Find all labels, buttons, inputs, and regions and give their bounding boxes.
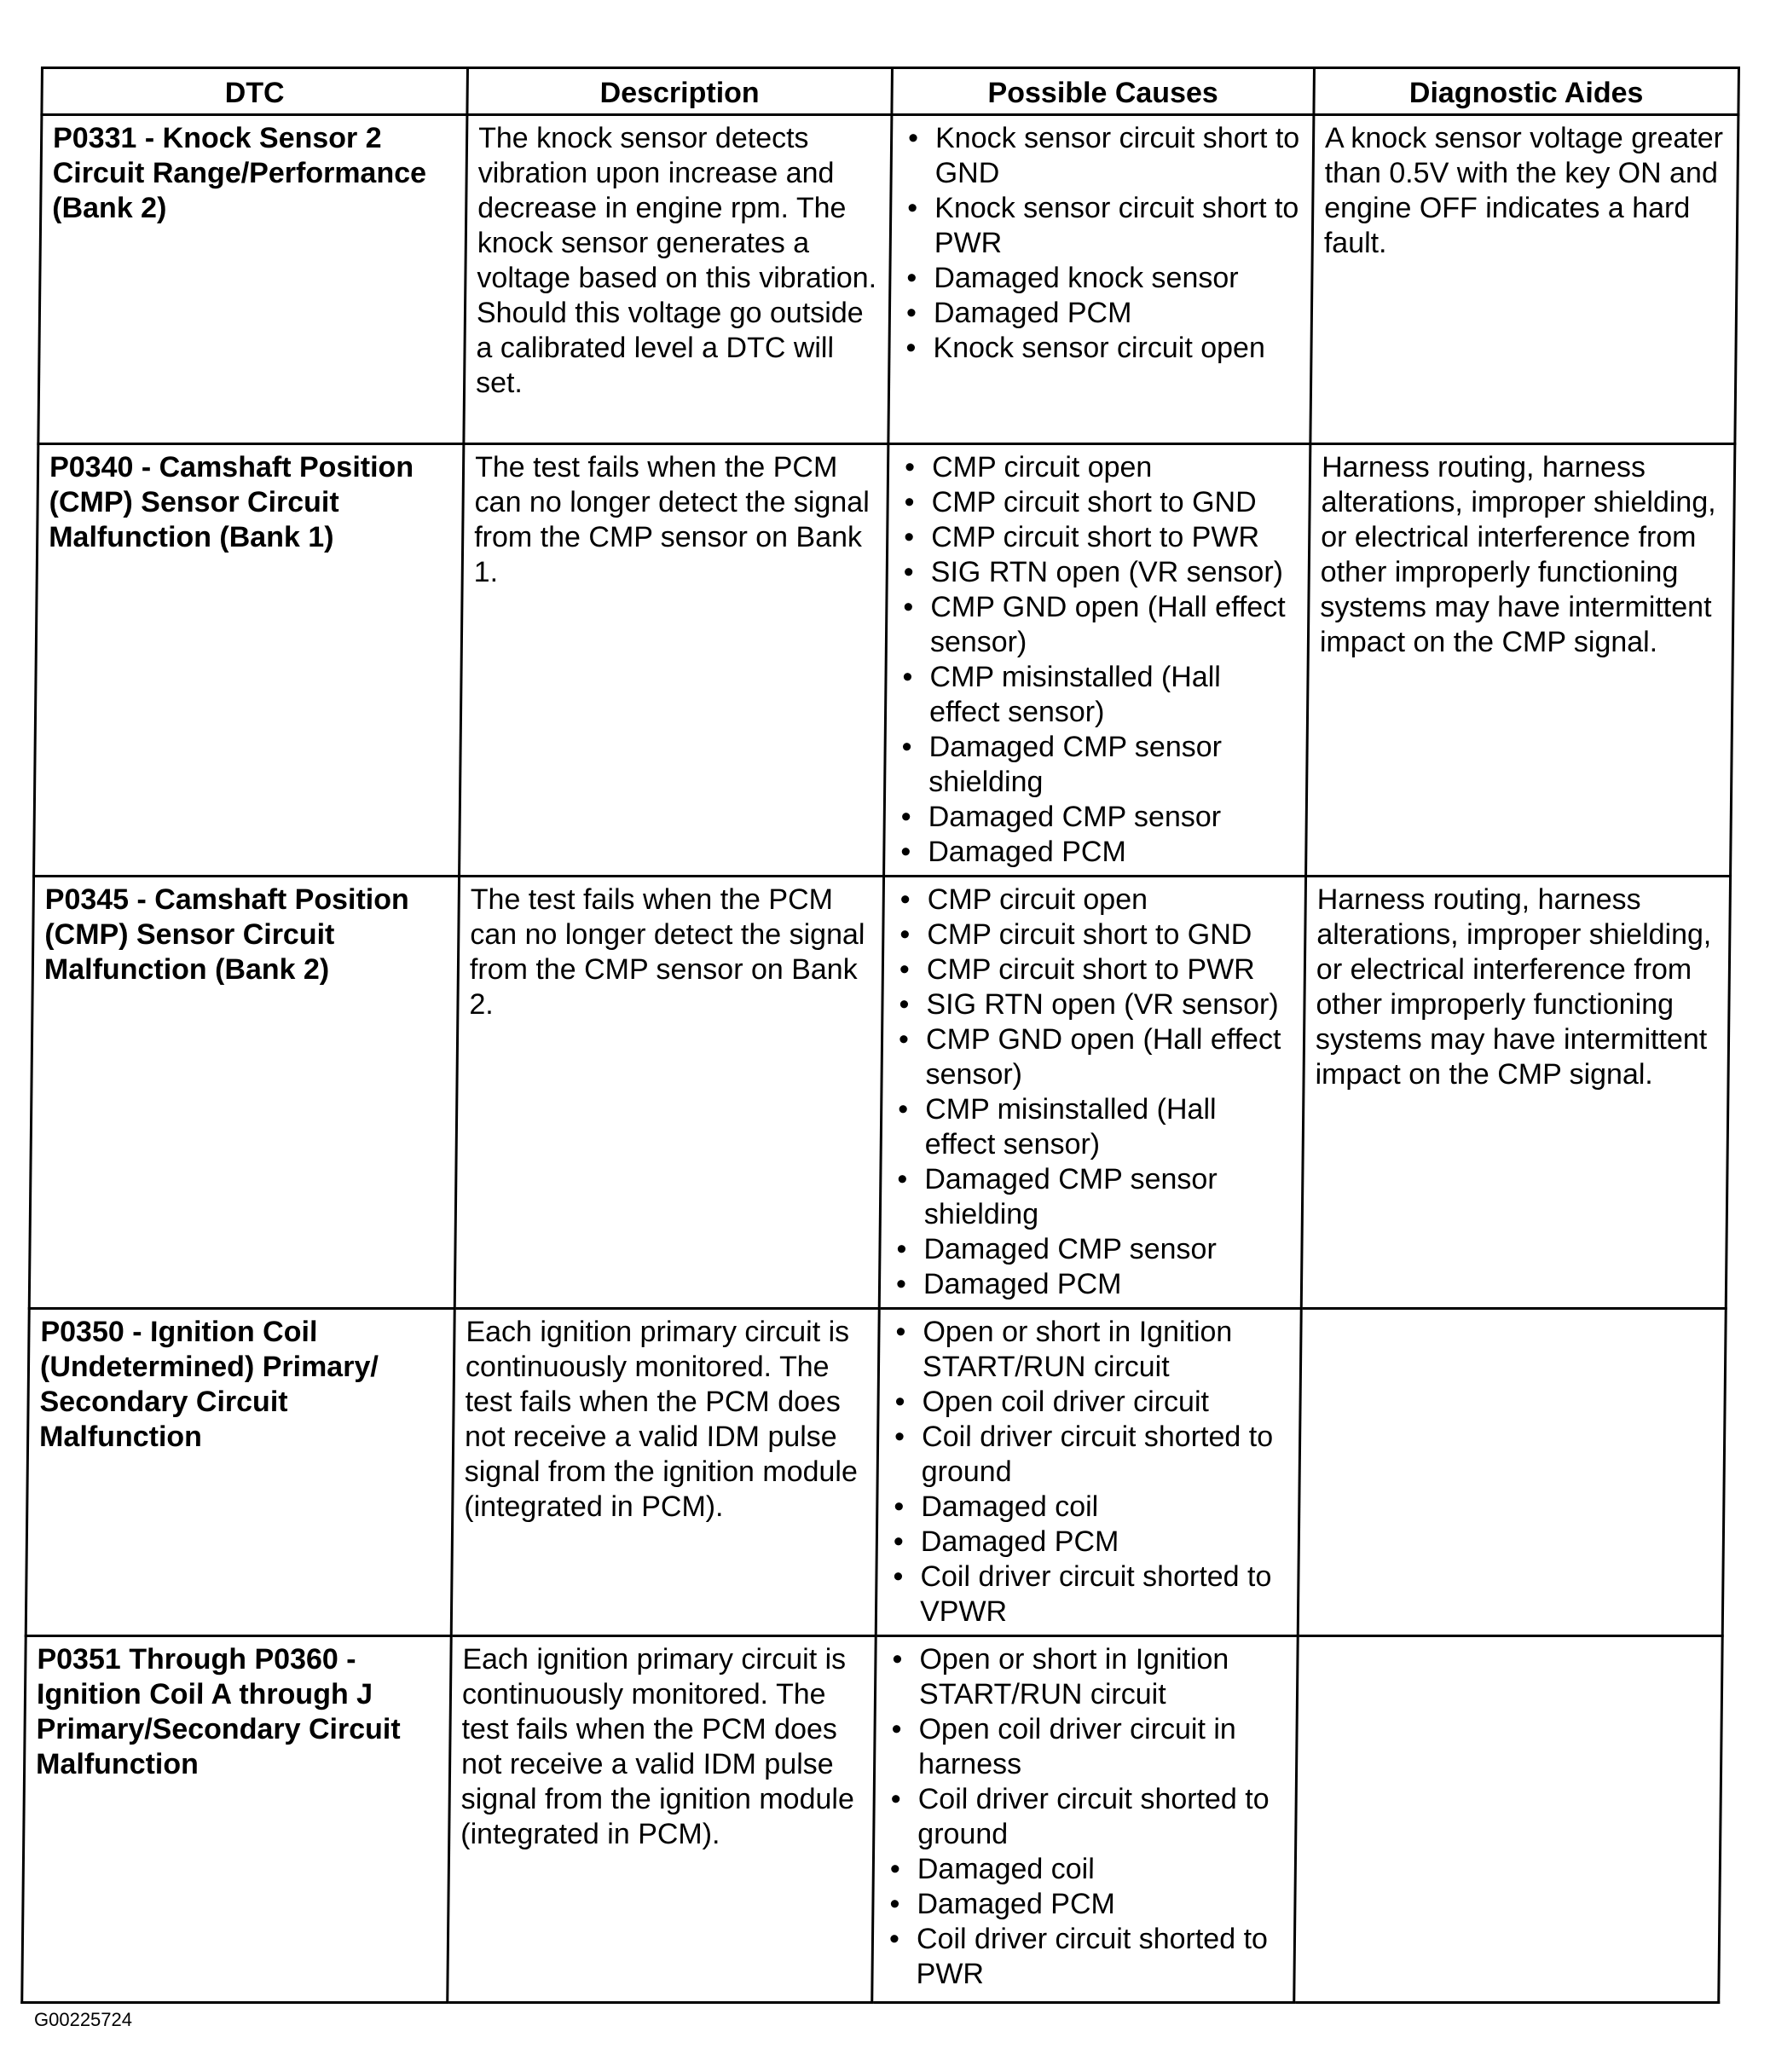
cause-item: • Damaged coil <box>888 1490 1287 1525</box>
header-diagnostic-aides: Diagnostic Aides <box>1314 68 1739 115</box>
cause-item: • CMP circuit short to PWR <box>894 952 1293 987</box>
description: The test fails when the PCM can no longer detect the signal from the CMP sensor on Bank 1. <box>460 444 888 877</box>
cause-item: • Damaged CMP sensor shielding <box>896 730 1296 800</box>
cause-item: • CMP circuit short to PWR <box>899 520 1298 555</box>
possible-causes <box>876 1309 1301 1636</box>
cause-item: • Coil driver circuit shorted to PWR <box>883 1922 1283 1992</box>
cause-item: • Damaged CMP sensor <box>896 800 1295 835</box>
table-row <box>26 1309 1726 1636</box>
possible-causes <box>879 877 1305 1309</box>
dtc-code: P0350 - Ignition Coil (Undetermined) Primary/ Secondary Circuit Malfunction <box>26 1309 454 1636</box>
cause-item: • Open or short in Ignition START/RUN circuit <box>890 1315 1290 1385</box>
cause-item: • Damaged PCM <box>895 835 1294 870</box>
cause-item: • Coil driver circuit shorted to VPWR <box>888 1560 1287 1629</box>
header-dtc: DTC <box>42 68 468 115</box>
cause-item: • Damaged coil <box>885 1852 1284 1887</box>
cause-item: • Open or short in Ignition START/RUN circuit <box>887 1642 1287 1712</box>
cause-item: • Knock sensor circuit short to GND <box>902 121 1302 191</box>
cause-item: • SIG RTN open (VR sensor) <box>899 555 1298 590</box>
description: Each ignition primary circuit is continuously monitored. The test fails when the PCM does not receive a valid IDM pulse signal from the ignition module (integrated in PCM). <box>451 1309 879 1636</box>
dtc-code: P0340 - Camshaft Position (CMP) Sensor Circuit Malfunction (Bank 1) <box>34 444 464 877</box>
cause-item: • Coil driver circuit shorted to ground <box>885 1782 1285 1852</box>
cause-item: • Knock sensor circuit open <box>900 331 1299 366</box>
dtc-code: P0351 Through P0360 - Ignition Coil A through J Primary/Secondary Circuit Malfunction <box>22 1636 452 2003</box>
cause-item: • CMP circuit short to GND <box>894 917 1293 952</box>
cause-item: • Open coil driver circuit in harness <box>886 1712 1286 1782</box>
cause-item: • CMP circuit open <box>895 883 1294 917</box>
cause-item: • Damaged PCM <box>901 296 1300 331</box>
description: Each ignition primary circuit is continuously monitored. The test fails when the PCM does not receive a valid IDM pulse signal from the ignition module (integrated in PCM). <box>448 1636 876 2003</box>
possible-causes <box>872 1636 1299 2003</box>
description: The knock sensor detects vibration upon increase and decrease in engine rpm. The knock sensor generates a voltage based on this vibration. Should this voltage go outside a calibrated level a DTC will set. <box>464 115 892 444</box>
header-row <box>42 68 1739 115</box>
cause-item: • Knock sensor circuit short to PWR <box>902 191 1302 261</box>
dtc-code: P0331 - Knock Sensor 2 Circuit Range/Performance (Bank 2) <box>38 115 467 444</box>
figure-id: G00225724 <box>34 2009 132 2030</box>
diagnostic-aides: Harness routing, harness alterations, improper shielding, or electrical interference from other improperly functioning systems may have intermittent impact on the CMP signal. <box>1306 444 1735 877</box>
cause-item: • Open coil driver circuit <box>889 1385 1288 1420</box>
diagnostic-aides: A knock sensor voltage greater than 0.5V with the key ON and engine OFF indicates a hard fault. <box>1310 115 1738 444</box>
cause-item: • CMP misinstalled (Hall effect sensor) <box>897 660 1297 730</box>
table-row <box>29 877 1730 1309</box>
cause-item: • Damaged CMP sensor <box>891 1232 1290 1267</box>
cause-item: • Damaged CMP sensor shielding <box>892 1162 1292 1232</box>
cause-item: • Damaged knock sensor <box>901 261 1300 296</box>
diagnostic-aides: Harness routing, harness alterations, improper shielding, or electrical interference from other improperly functioning systems may have intermittent impact on the CMP signal. <box>1301 877 1730 1309</box>
diagnostic-aides <box>1298 1309 1726 1636</box>
cause-item: • Damaged PCM <box>891 1267 1290 1302</box>
cause-item: • CMP GND open (Hall effect sensor) <box>893 1022 1293 1092</box>
cause-item: • CMP circuit open <box>899 450 1299 485</box>
table-row <box>38 115 1738 444</box>
cause-item: • Damaged PCM <box>884 1887 1283 1922</box>
cause-item: • CMP circuit short to GND <box>899 485 1298 520</box>
table-row <box>22 1636 1723 2003</box>
cause-item: • SIG RTN open (VR sensor) <box>894 987 1293 1022</box>
diagnostic-aides <box>1294 1636 1723 2003</box>
table-row <box>34 444 1735 877</box>
description: The test fails when the PCM can no longer detect the signal from the CMP sensor on Bank 2. <box>454 877 883 1309</box>
cause-item: • Coil driver circuit shorted to ground <box>889 1420 1289 1490</box>
cause-item: • CMP GND open (Hall effect sensor) <box>898 590 1298 660</box>
cause-item: • CMP misinstalled (Hall effect sensor) <box>893 1092 1293 1162</box>
dtc-table <box>20 67 1740 2004</box>
cause-item: • Damaged PCM <box>888 1525 1287 1560</box>
possible-causes <box>884 444 1310 877</box>
dtc-code: P0345 - Camshaft Position (CMP) Sensor Circuit Malfunction (Bank 2) <box>29 877 459 1309</box>
header-possible-causes: Possible Causes <box>892 68 1315 115</box>
header-description: Description <box>467 68 893 115</box>
possible-causes <box>888 115 1314 444</box>
